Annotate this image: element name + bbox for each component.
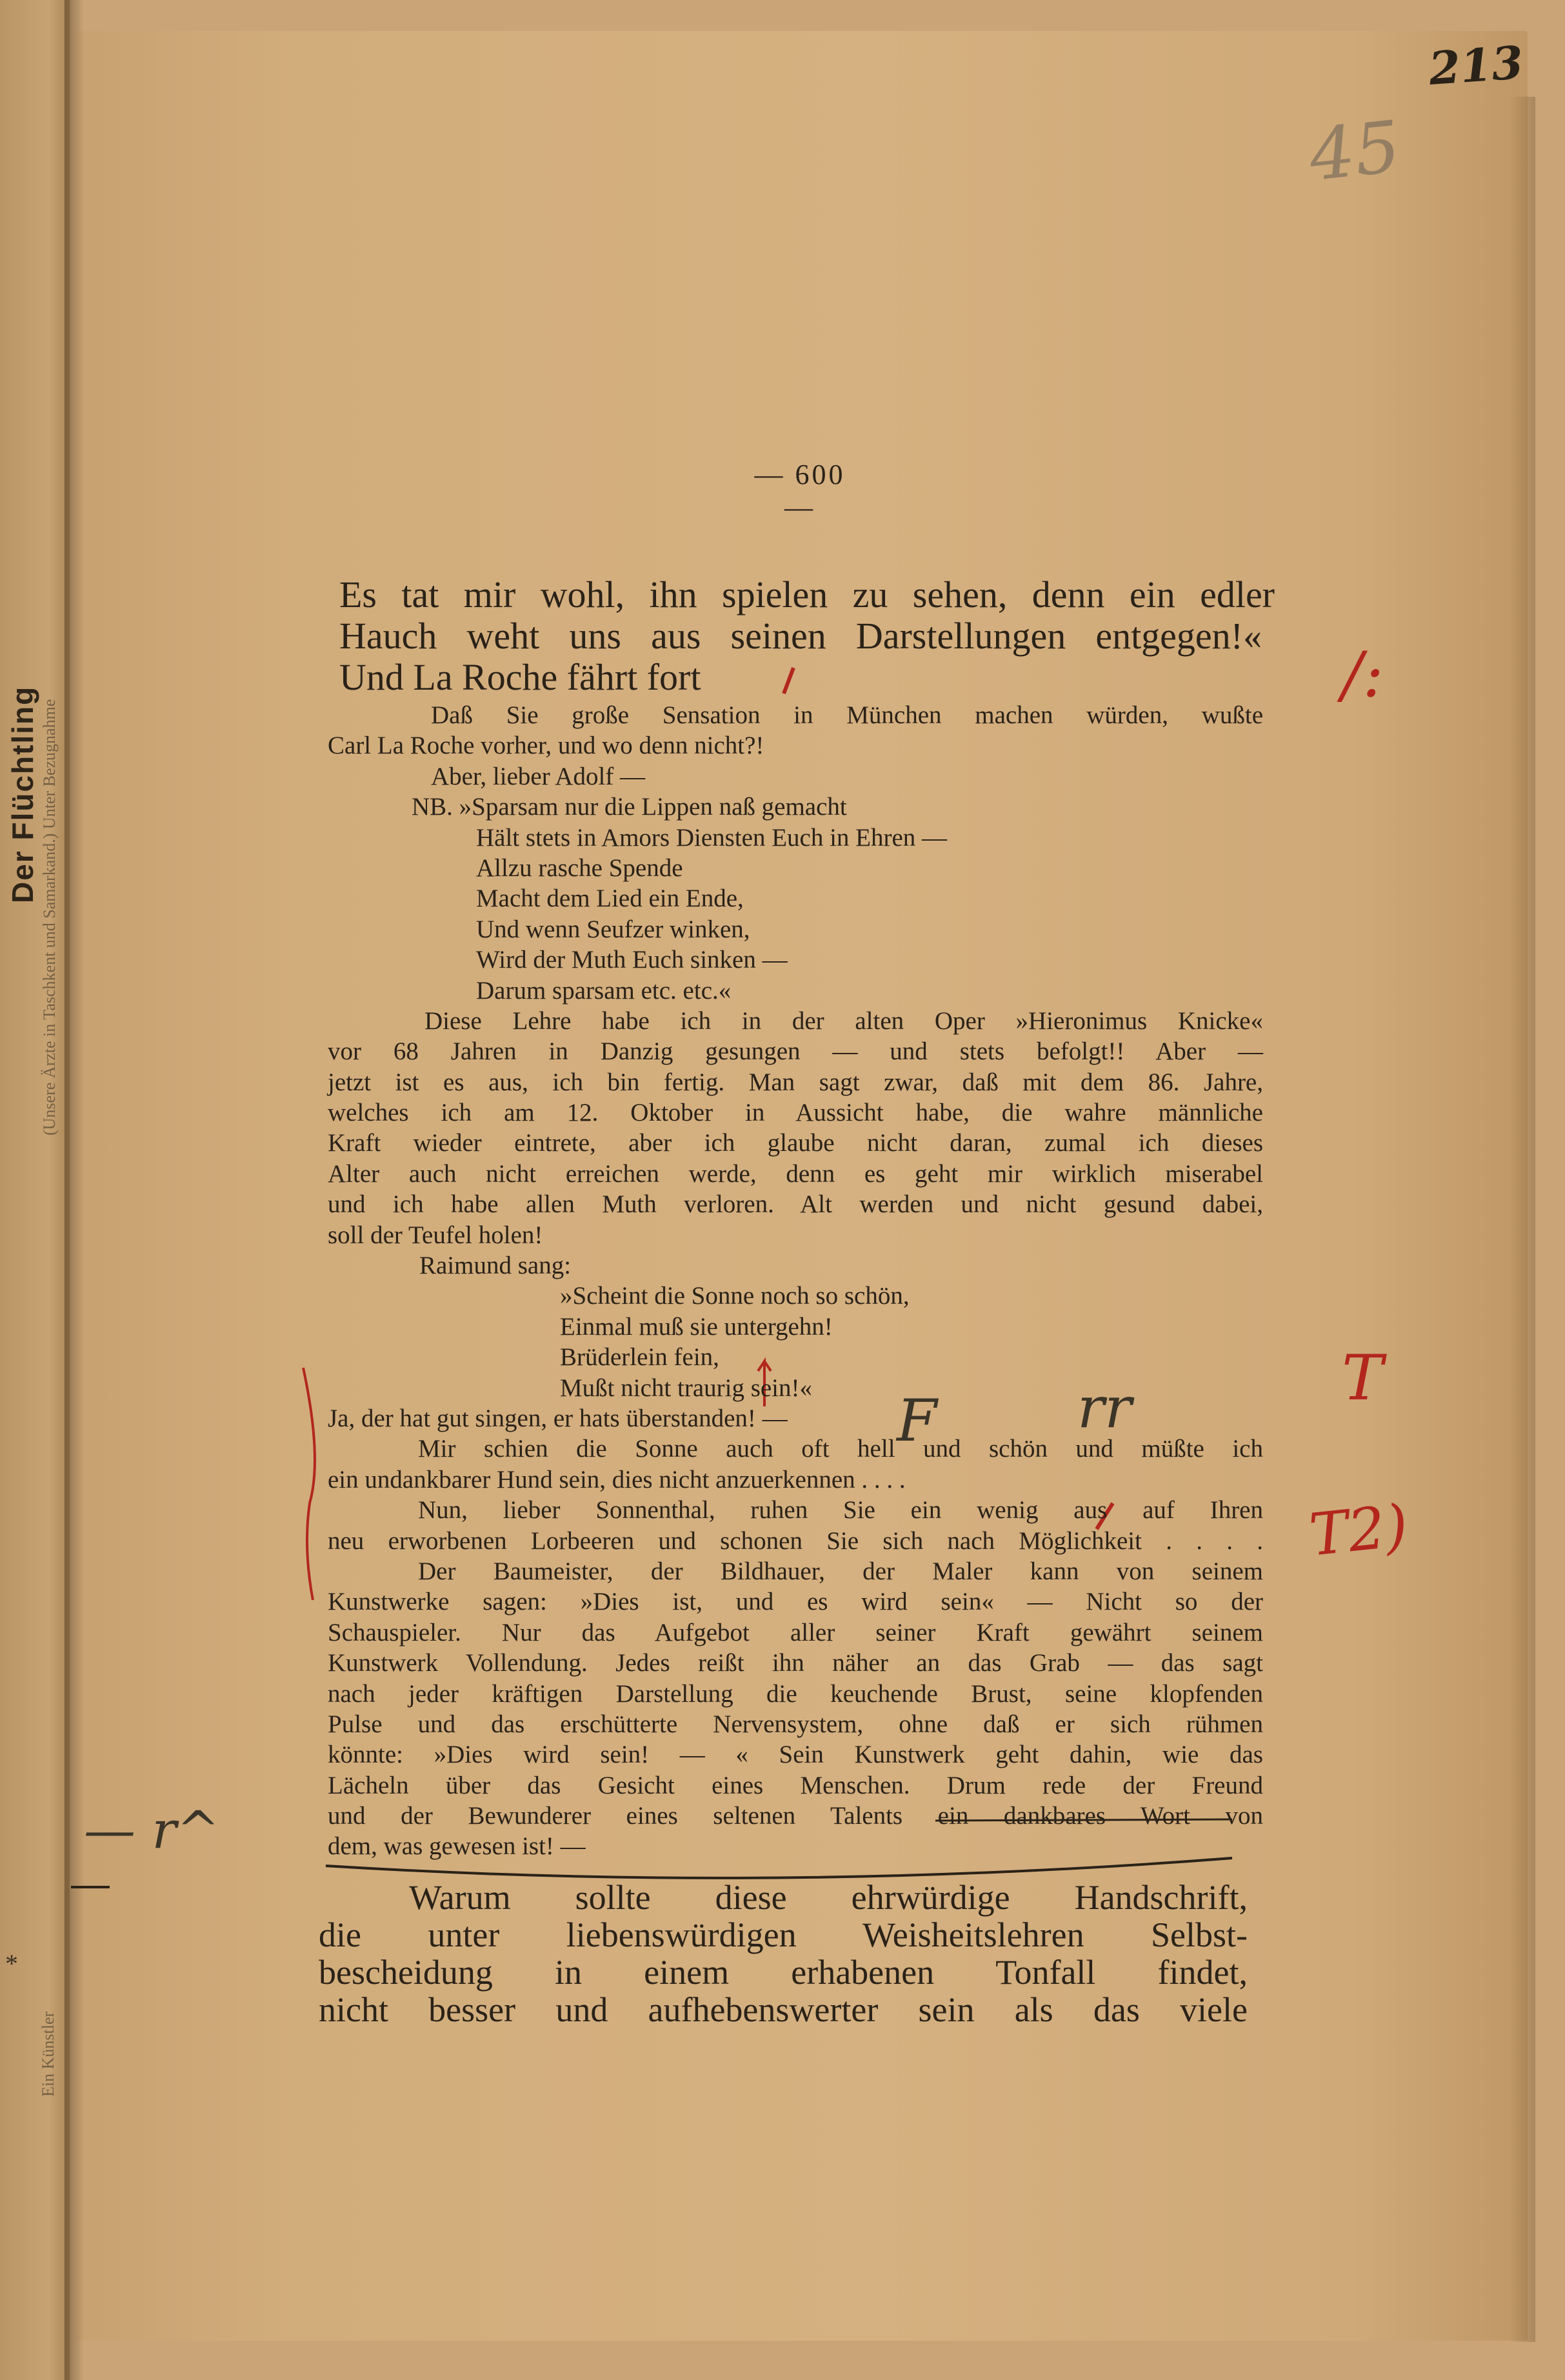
text-line: Und La Roche fährt fort xyxy=(339,656,701,698)
text-line: und ich habe allen Muth verloren. Alt werden und nicht gesund dabei, xyxy=(328,1190,1263,1219)
spine-title: Der Flüchtling xyxy=(6,685,39,903)
text-line: und der Bewunderer eines seltenen Talents ein dankbares Wort von xyxy=(328,1802,1263,1830)
text-line: könnte: »Dies wird sein! — « Sein Kunstwerk geht dahin, wie das xyxy=(328,1741,1263,1769)
text-line: Carl La Roche vorher, und wo denn nicht?! xyxy=(328,732,764,760)
text-line: Alter auch nicht erreichen werde, denn es geht mir wirklich miserabel xyxy=(328,1159,1263,1188)
text-line: Der Baumeister, der Bildhauer, der Maler kann von seinem xyxy=(418,1557,1263,1585)
verse-line: Macht dem Lied ein Ende, xyxy=(476,885,744,913)
ink-inline-mark: F xyxy=(897,1387,937,1455)
large-text-bottom xyxy=(319,1879,1248,2028)
verse-line: Allzu rasche Spende xyxy=(476,854,683,882)
text-line: Schauspieler. Nur das Aufgebot aller seiner Kraft gewährt seinem xyxy=(328,1618,1263,1646)
text-line: Diese Lehre habe ich in der alten Oper »Hieronimus Knicke« xyxy=(424,1006,1263,1035)
text-line: nicht besser und aufhebenswerter sein als das viele xyxy=(319,1990,1248,2029)
folio-number: 213 xyxy=(1427,35,1525,95)
verse-line: Darum sparsam etc. etc.« xyxy=(476,976,732,1005)
text-line: Pulse und das erschütterte Nervensystem, ohne daß er sich rühmen xyxy=(328,1710,1263,1738)
red-margin-mark-t2: T2) xyxy=(1306,1492,1411,1570)
text-line: jetzt ist es aus, ich bin fertig. Man sagt zwar, daß mit dem 86. Jahre, xyxy=(328,1068,1263,1096)
text-line: Hauch weht uns aus seinen Darstellungen entgegen!« xyxy=(339,615,1262,657)
ink-left-margin-mark: — r^ xyxy=(84,1800,220,1860)
text-line: Kraft wieder eintrete, aber ich glaube nicht daran, zumal ich dieses xyxy=(328,1129,1263,1157)
ink-margin-mark: rr xyxy=(1077,1374,1132,1441)
text-line: Lächeln über das Gesicht eines Menschen. Drum rede der Freund xyxy=(328,1771,1263,1799)
text-line: bescheidung in einem erhabenen Tonfall findet, xyxy=(319,1953,1248,1992)
verse-line: Wird der Muth Euch sinken — xyxy=(476,946,788,974)
red-bracket-line xyxy=(303,1368,315,1600)
letter-body xyxy=(328,700,1263,1862)
text-line: Warum sollte diese ehrwürdige Handschrift, xyxy=(409,1878,1248,1917)
verse-line: Brüderlein fein, xyxy=(560,1343,719,1372)
text-line: die unter liebenswürdigen Weisheitslehren Selbst- xyxy=(319,1915,1248,1954)
verse-line: »Scheint die Sonne noch so schön, xyxy=(560,1282,910,1310)
verse-line: Einmal muß sie untergehn! xyxy=(560,1312,833,1341)
text-line: Mir schien die Sonne auch oft hell und schön und müßte ich xyxy=(418,1435,1263,1463)
text-line: Kunstwerke sagen: »Dies ist, und es wird sein« — Nicht so der xyxy=(328,1588,1263,1616)
text-line: vor 68 Jahren in Danzig gesungen — und stets befolgt!! Aber — xyxy=(328,1037,1263,1066)
red-margin-mark-t: T xyxy=(1342,1342,1384,1414)
text-line: NB. »Sparsam nur die Lippen naß gemacht xyxy=(412,793,847,821)
text-line: nach jeder kräftigen Darstellung die keuchende Brust, seine klopfenden xyxy=(328,1679,1263,1708)
text-line: soll der Teufel holen! xyxy=(328,1221,543,1249)
text-line: Raimund sang: xyxy=(419,1252,572,1280)
text-line: Daß Sie große Sensation in München machen würden, wußte xyxy=(431,701,1263,729)
page-number: — 600 — xyxy=(754,459,846,523)
text-line: Aber, lieber Adolf — xyxy=(431,762,646,790)
text-line: Ja, der hat gut singen, er hats überstanden! — xyxy=(328,1404,788,1432)
spine-star: * xyxy=(5,1949,18,1978)
pencil-page-number: 45 xyxy=(1305,105,1404,197)
text-line: welches ich am 12. Oktober in Aussicht habe, die wahre männliche xyxy=(328,1099,1263,1127)
text-line: neu erworbenen Lorbeeren und schonen Sie sich nach Möglichkeit . . . . xyxy=(328,1526,1263,1555)
verse-line: Mußt nicht traurig sein!« xyxy=(560,1374,813,1402)
text-line: Nun, lieber Sonnenthal, ruhen Sie ein wenig aus auf Ihren xyxy=(418,1496,1263,1525)
large-text-top xyxy=(339,574,1275,698)
spine-bottom-title: Ein Künstler xyxy=(39,2011,57,2097)
verse-line: Und wenn Seufzer winken, xyxy=(476,915,750,943)
verse-line: Hält stets in Amors Diensten Euch in Ehren — xyxy=(476,823,948,852)
text-line: Es tat mir wohl, ihn spielen zu sehen, denn ein edler xyxy=(339,574,1275,615)
text-line: Kunstwerk Vollendung. Jedes reißt ihn näher an das Grab — das sagt xyxy=(328,1649,1263,1677)
text-line: dem, was gewesen ist! — xyxy=(328,1832,586,1861)
red-margin-mark: /: xyxy=(1342,639,1384,711)
spine-subtitle: (Unsere Ärzte in Taschkent und Samarkand.) Unter Bezugnahme xyxy=(40,699,59,1135)
text-line: ein undankbarer Hund sein, dies nicht anzuerkennen . . . . xyxy=(328,1465,906,1494)
